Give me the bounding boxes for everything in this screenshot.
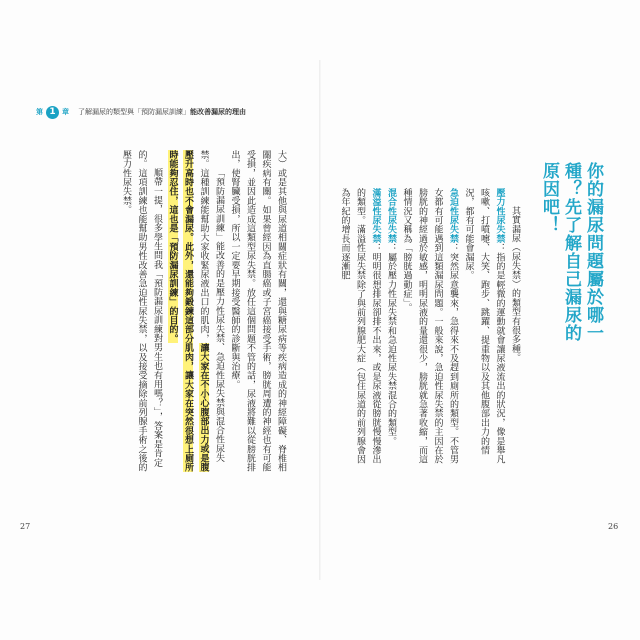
section-label: 急迫性尿失禁: [448, 188, 458, 244]
male-paragraph: 順帶一提，很多學生問我「預防漏尿訓練對男生也有用嗎？」，答案是肯定的。這項訓練也能幫助男性改善急迫性尿失禁，以及接受摘除前列腺手術之後的壓力性尿失禁。: [121, 150, 162, 472]
training-paragraph: [164, 150, 226, 475]
section-overflow: [336, 188, 383, 470]
page-headline: 你的漏尿問題屬於哪一種？先了解自己漏尿的原因吧！: [539, 162, 603, 342]
running-head-title: [78, 107, 246, 117]
section-label: 混合性尿失禁: [386, 188, 396, 244]
chapter-suffix: 章: [62, 108, 69, 116]
left-page-body: [60, 150, 288, 475]
continued-paragraph: 大）或是其他與尿道相關症狀有關，還與糖尿病等疾病造成的神經障礙、脊椎相關疾病有關。如果曾經因為直腸癌或子宮癌接受手術，膀胱周遭的神經也有可能受損，並因此造成這類型尿失禁。放任這個問題不管的話，尿液將難以從膀胱排出，使腎臟受損，所以一定要早期接受醫師的診斷與治療。: [229, 150, 286, 472]
chapter-number-badge: 1: [46, 106, 59, 119]
page-number-right: 26: [608, 522, 619, 531]
book-gutter: [319, 60, 321, 580]
running-head-plain: 了解漏尿的類型與「預防漏尿訓練」: [78, 108, 190, 116]
section-label: 滿溢性尿失禁: [370, 188, 381, 244]
chapter-header: [36, 104, 246, 120]
section-text: ：明明很想排尿卻排不出來，或是尿液從膀胱慢慢滲出的類型。滿溢性尿失禁除了與前列腺肥大症（包住尿道的前列腺會因為年紀的增長而逐漸肥: [339, 188, 381, 465]
highlighted-text: 讓大家在不小心腹部出力或是腹壓升高時也不會漏尿。此外，還能夠鍛鍊這部分肌肉，讓大家在突然很想上廁所時能夠忍住，這也是「預防漏尿訓練」的目的。: [167, 150, 209, 473]
page-number-left: 27: [20, 522, 31, 531]
section-urge: [398, 188, 460, 470]
running-head-bold: 能改善漏尿的理由: [190, 108, 246, 116]
section-text: ：指的是輕微的運動就會讓尿液流出的狀況，像是舉凡咳嗽、打噴嚏、大笑、跑步、跳躍、提重物以及其他腹部出力的情況，都有可能會漏尿。: [463, 188, 505, 465]
section-text: ：突然尿意襲來，急得來不及趕到廁所的類型。不管男女都有可能遇到這類漏尿問題。一般來說，急迫性尿失禁的主因在於膀胱的神經過於敏感，明明尿液的量還很少，膀胱就急著收縮，而這種情況又稱為「膀胱過動症」。: [401, 188, 458, 465]
section-label: 壓力性尿失禁: [494, 188, 505, 244]
section-text: ：屬於壓力性尿失禁和急迫性尿失禁混合的類型。: [386, 243, 396, 446]
intro-paragraph: 其實漏尿（尿失禁）的類型有很多種。: [510, 206, 520, 363]
chapter-prefix: 第: [36, 108, 43, 116]
section-stress: [460, 188, 507, 470]
right-page-body: [339, 188, 522, 470]
section-mixed: [383, 188, 399, 470]
training-text: 「預防漏尿訓練」能改善的是壓力性尿失禁、急迫性尿失禁與混合性尿失禁。這種訓練能幫助大家收緊尿液出口的肌肉，: [198, 150, 224, 463]
